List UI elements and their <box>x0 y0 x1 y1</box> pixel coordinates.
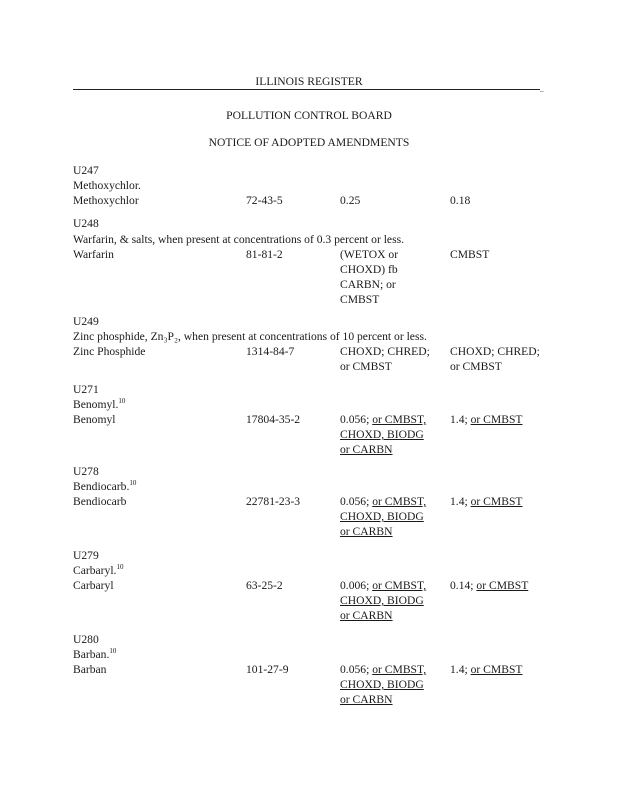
wastewater-standard-line-2: CHOXD, BIODG <box>340 428 424 441</box>
footnote-mark: 10 <box>116 563 124 572</box>
wastewater-standard-line-2: CHOXD, BIODG <box>340 510 424 523</box>
cas-number: 81-81-2 <box>246 248 283 261</box>
waste-description: Zinc phosphide, Zn₃P₂, when present at concentrations of 10 percent or less. <box>73 330 427 343</box>
cas-number: 72-43-5 <box>246 194 283 207</box>
waste-code: U247 <box>73 164 99 177</box>
waste-description: Warfarin, & salts, when present at concentrations of 0.3 percent or less. <box>73 233 404 246</box>
wastewater-standard-line-3: or CARBN <box>340 609 393 622</box>
nonwastewater-standard-line-1: CHOXD; CHRED; <box>450 345 540 358</box>
board-name: POLLUTION CONTROL BOARD <box>226 109 392 122</box>
wastewater-standard-line-3: or CARBN <box>340 525 393 538</box>
nonwastewater-standard: 1.4; or CMBST <box>450 495 523 508</box>
waste-code: U248 <box>73 217 99 230</box>
waste-description: Carbaryl.$^{10}$ <box>73 563 124 577</box>
constituent-name: Benomyl <box>73 413 116 426</box>
cas-number: 22781-23-3 <box>246 495 301 508</box>
wastewater-standard-line-1: 0.006; or CMBST, <box>340 579 427 592</box>
wastewater-standard-line-1: (WETOX or <box>340 248 399 261</box>
waste-code: U278 <box>73 465 99 478</box>
wastewater-standard: 0.25 <box>340 194 361 207</box>
wastewater-standard-line-1: 0.056; or CMBST, <box>340 413 427 426</box>
wastewater-standard-line-4: CMBST <box>340 293 380 306</box>
cas-number: 1314-84-7 <box>246 345 295 358</box>
constituent-name: Bendiocarb <box>73 495 127 508</box>
wastewater-standard-line-1: 0.056; or CMBST, <box>340 495 427 508</box>
constituent-name: Warfarin <box>73 248 114 261</box>
nonwastewater-standard: 1.4; or CMBST <box>450 663 523 676</box>
wastewater-standard-line-1: 0.056; or CMBST, <box>340 663 427 676</box>
constituent-name: Methoxychlor <box>73 194 139 207</box>
constituent-name: Carbaryl <box>73 579 114 592</box>
wastewater-standard-line-2: CHOXD) fb <box>340 263 398 276</box>
wastewater-standard-line-3: or CARBN <box>340 443 393 456</box>
waste-description: Benomyl.$^{10}$ <box>73 397 126 411</box>
nonwastewater-standard: 0.14; or CMBST <box>450 579 529 592</box>
waste-description: Bendiocarb.$^{10}$ <box>73 479 137 493</box>
nonwastewater-standard: 1.4; or CMBST <box>450 413 523 426</box>
footnote-mark: 10 <box>109 647 117 656</box>
footnote-mark: 10 <box>129 479 137 488</box>
waste-description: Methoxychlor. <box>73 179 141 192</box>
nonwastewater-standard: 0.18 <box>450 194 471 207</box>
cas-number: 101-27-9 <box>246 663 289 676</box>
cas-number: 17804-35-2 <box>246 413 301 426</box>
footnote-mark: 10 <box>118 397 126 406</box>
wastewater-standard-line-2: CHOXD, BIODG <box>340 678 424 691</box>
wastewater-standard-line-2: or CMBST <box>340 360 392 373</box>
wastewater-standard-line-2: CHOXD, BIODG <box>340 594 424 607</box>
register-title: ILLINOIS REGISTER <box>255 75 363 88</box>
waste-code: U271 <box>73 383 99 396</box>
waste-code: U280 <box>73 633 99 646</box>
cas-number: 63-25-2 <box>246 579 283 592</box>
waste-code: U249 <box>73 315 99 328</box>
header-rule <box>73 89 540 90</box>
wastewater-standard-line-1: CHOXD; CHRED; <box>340 345 430 358</box>
nonwastewater-standard: CMBST <box>450 248 490 261</box>
nonwastewater-standard-line-2: or CMBST <box>450 360 502 373</box>
waste-code: U279 <box>73 549 99 562</box>
wastewater-standard-line-3: or CARBN <box>340 693 393 706</box>
wastewater-standard-line-3: CARBN; or <box>340 278 396 291</box>
constituent-name: Zinc Phosphide <box>73 345 146 358</box>
header-rule-mark: _ <box>540 85 544 93</box>
waste-description: Barban.$^{10}$ <box>73 647 117 661</box>
notice-title: NOTICE OF ADOPTED AMENDMENTS <box>208 136 410 149</box>
constituent-name: Barban <box>73 663 107 676</box>
